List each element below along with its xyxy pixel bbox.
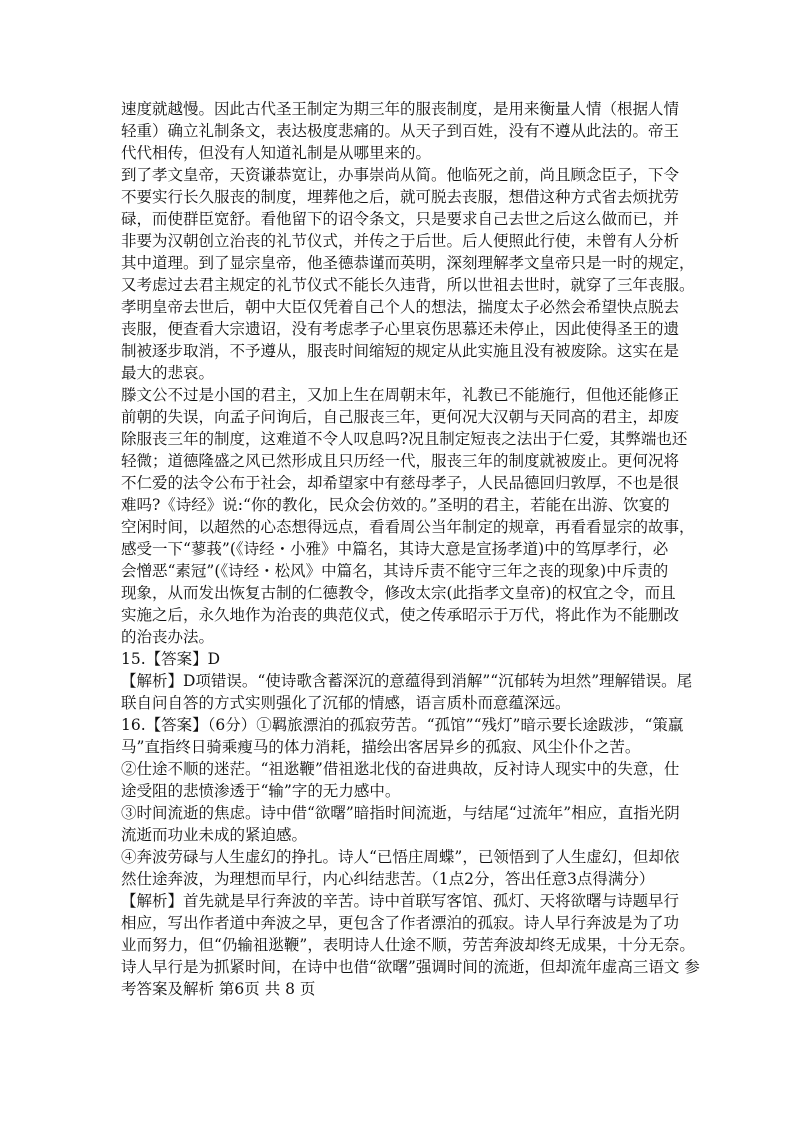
text-line: 不仁爱的法令公布于社会，却希望家中有慈母孝子，人民品德回归敦厚，不也是很 [121, 474, 680, 492]
text-line: 途受阻的悲愤渗透于“输”字的无力感中。 [121, 782, 401, 800]
answer-15 [121, 648, 681, 670]
translation-paragraph-1 [121, 98, 681, 164]
text-line: 15.【答案】D [121, 650, 221, 668]
answer-16-point-3 [121, 802, 681, 846]
text-line: ③时间流逝的焦虑。诗中借“欲曙”暗指时间流逝，与结尾“过流年”相应，直指光阴 [121, 804, 680, 822]
text-line: 16.【答案】（6分）①羁旅漂泊的孤寂劳苦。“孤馆”“残灯”暗示要长途跋涉，“策羸 [121, 716, 684, 734]
text-line: 流逝而功业未成的紧迫感。 [121, 826, 308, 844]
text-line: 实施之后，永久地作为治丧的典范仪式，使之传承昭示于万代，将此作为不能删改 [121, 606, 680, 624]
text-line: 空闲时间，以超然的心态想得远点，看看周公当年制定的规章，再看看显宗的故事， [121, 518, 695, 536]
text-line: 的治丧办法。 [121, 628, 215, 646]
text-line: 丧服，便查看大宗遗诏，没有考虑孝子心里哀伤思慕还未停止，因此使得圣王的遗 [121, 320, 680, 338]
text-line: 代代相传，但没有人知道礼制是从哪里来的。 [121, 144, 432, 162]
text-line: 感受一下“蓼莪”(《诗经・小雅》中篇名，其诗大意是宣扬孝道)中的笃厚孝行，必 [121, 540, 669, 558]
text-line: 然仕途奔波，为理想而早行，内心纠结悲苦。（1点2分，答出任意3点得满分） [121, 870, 655, 888]
text-line: 非要为汉朝创立治丧的礼节仪式，并传之于后世。后人便照此行使，未曾有人分析 [121, 232, 680, 250]
text-line: 难吗?《诗经》说:“你的教化，民众会仿效的。”圣明的君主，若能在出游、饮宴的 [121, 496, 670, 514]
text-line: 马”直指终日骑乘瘦马的体力消耗，描绘出客居异乡的孤寂、风尘仆仆之苦。 [121, 738, 641, 756]
text-line: 轻重）确立礼制条文，表达极度悲痛的。从天子到百姓，没有不遵从此法的。帝王 [121, 122, 680, 140]
analysis-16 [121, 890, 700, 1000]
translation-paragraph-2 [121, 164, 695, 384]
answer-16-point-2 [121, 758, 681, 802]
text-line: 业而努力，但“仍输祖逖鞭”，表明诗人仕途不顺，劳苦奔波却终无成果，十分无奈。 [121, 936, 695, 954]
text-line: 到了孝文皇帝，天资谦恭宽让，办事崇尚从简。他临死之前，尚且顾念臣子，下令 [121, 166, 680, 184]
text-line: ④奔波劳碌与人生虚幻的挣扎。诗人“已悟庄周蝶”，已领悟到了人生虚幻，但却依 [121, 848, 680, 866]
text-line: 前朝的失误，向孟子问询后，自己服丧三年，更何况大汉朝与天同高的君主，却废 [121, 408, 680, 426]
text-line: 除服丧三年的制度，这难道不令人叹息吗?况且制定短丧之法出于仁爱，其弊端也还 [121, 430, 688, 448]
answer-text-body [121, 98, 700, 1000]
text-line: 最大的悲哀。 [121, 364, 215, 382]
text-line: ②仕途不顺的迷茫。“祖逖鞭”借祖逖北伐的奋进典故，反衬诗人现实中的失意，仕 [121, 760, 680, 778]
text-line: 诗人早行是为抓紧时间，在诗中也借“欲曙”强调时间的流逝，但却流年虚高三语文 参 [121, 958, 700, 976]
text-line: 【解析】D项错误。“使诗歌含蓄深沉的意蕴得到消解”“沉郁转为坦然”理解错误。尾 [121, 672, 693, 690]
text-line: 现象，从而发出恢复古制的仁德教令，修改太宗(此指孝文皇帝)的权宜之令，而且 [121, 584, 676, 602]
text-line: 【解析】首先就是早行奔波的辛苦。诗中首联写客馆、孤灯、天将欲曙与诗题早行 [121, 892, 680, 910]
answer-16-point-1 [121, 714, 684, 758]
text-line: 轻微；道德隆盛之风已然形成且只历经一代，服丧三年的制度就被废止。更何况将 [121, 452, 680, 470]
answer-16-point-4 [121, 846, 681, 890]
text-line: 碌，而使群臣宽舒。看他留下的诏令条文，只是要求自己去世之后这么做而已，并 [121, 210, 680, 228]
text-line: 速度就越慢。因此古代圣王制定为期三年的服丧制度，是用来衡量人情（根据人情 [121, 100, 680, 118]
analysis-15 [121, 670, 693, 714]
text-line: 其中道理。到了显宗皇帝，他圣德恭谨而英明，深刻理解孝文皇帝只是一时的规定， [121, 254, 695, 272]
translation-paragraph-3 [121, 384, 695, 648]
text-line: 又考虑过去君主规定的礼节仪式不能长久违背，所以世祖去世时，就穿了三年丧服。 [121, 276, 695, 294]
text-line: 孝明皇帝去世后，朝中大臣仅凭着自己个人的想法，揣度太子必然会希望快点脱去 [121, 298, 680, 316]
text-line: 制被逐步取消，不予遵从，服丧时间缩短的规定从此实施且没有被废除。这实在是 [121, 342, 680, 360]
text-line: 相应，写出作者道中奔波之早，更包含了作者漂泊的孤寂。诗人早行奔波是为了功 [121, 914, 680, 932]
page-footer-line: 考答案及解析 第6页 共 8 页 [121, 980, 316, 998]
text-line: 不要实行长久服丧的制度，埋葬他之后，就可脱去丧服，想借这种方式省去烦扰劳 [121, 188, 680, 206]
text-line: 会憎恶“素冠”(《诗经・松风》中篇名，其诗斥责不能守三年之丧的现象)中斥责的 [121, 562, 669, 580]
text-line: 滕文公不过是小国的君主，又加上生在周朝末年，礼教已不能施行，但他还能修正 [121, 386, 680, 404]
text-line: 联自问自答的方式实则强化了沉郁的情感，语言质朴而意蕴深远。 [121, 694, 571, 712]
